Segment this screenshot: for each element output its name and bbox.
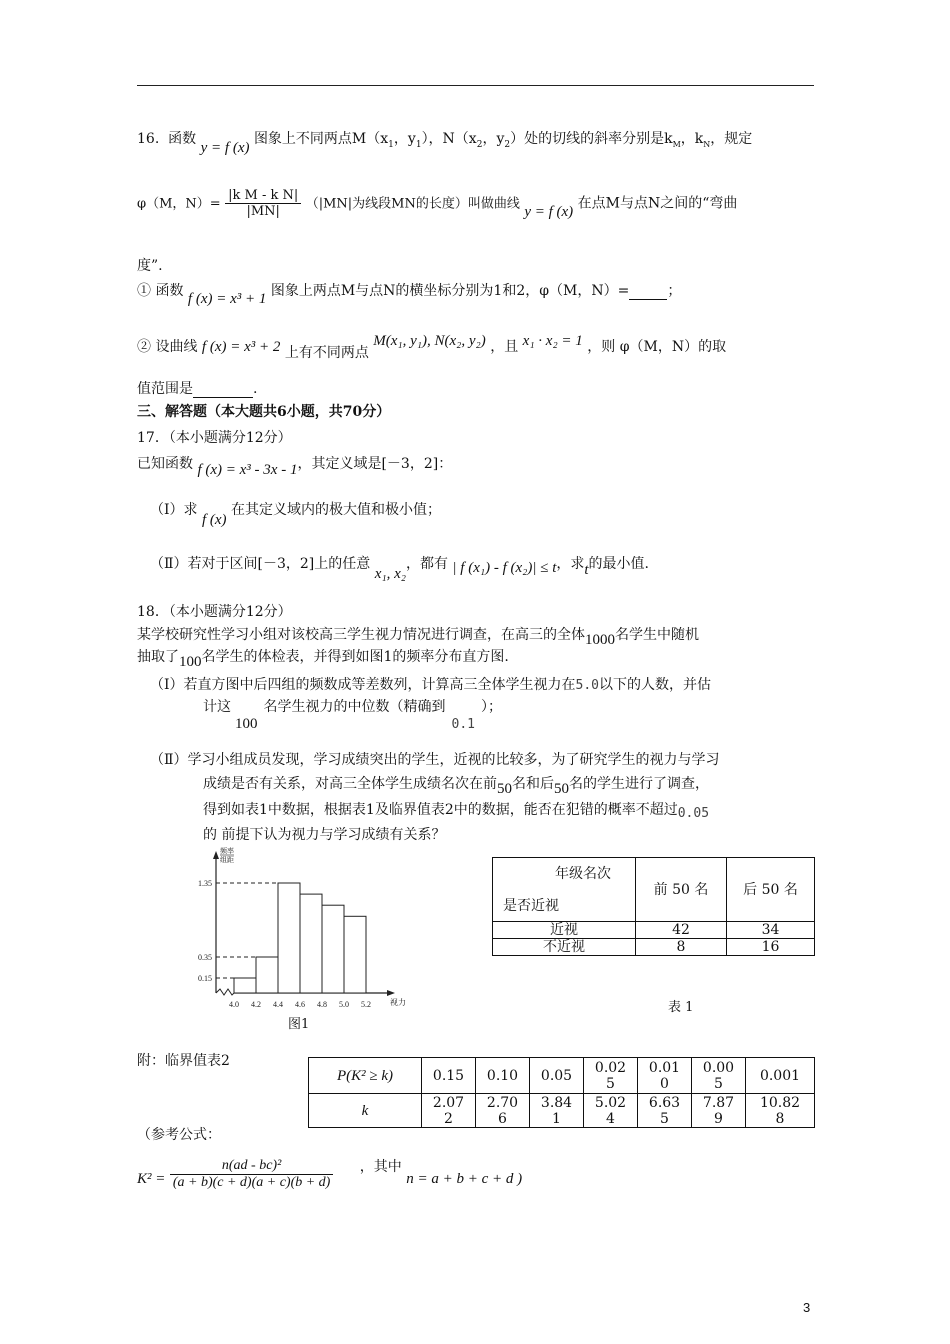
q17-heading: 17．（本小题满分12分） [137, 430, 292, 446]
q17-stem: 已知函数 f (x) = x³ - 3x - 1，其定义域是[－3，2]： [137, 456, 453, 478]
q16-part2: ② 设曲线 f (x) = x³ + 2 上有不同两点 M(x₁, y₁), N(x₂, y₂) ，且 x₁ · x₂ = 1 ，则 φ（M，N）的取 [137, 333, 727, 361]
y-tick-label: 0.15 [198, 974, 212, 983]
q17-part-ii: （Ⅱ）若对于区间[－3，2]上的任意 x₁, x₂，都有 | f (x₁) - f (x₂)| ≤ t，求t的最小值. [150, 556, 649, 582]
y-tick-label: 0.35 [198, 953, 212, 962]
reference-formula-label: （参考公式： [137, 1127, 221, 1143]
page-number: 3 [803, 1300, 811, 1315]
q18-part-ii-line3: 得到如表1中数据，根据表1及临界值表2中的数据，能否在犯错的概率不超过0.05 [203, 802, 710, 821]
table-row: 不近视 8 16 [493, 939, 815, 956]
frequency-histogram [186, 845, 416, 1030]
answer-blank-1 [629, 283, 667, 300]
table1-corner: 年级名次 是否近视 [493, 858, 636, 922]
q18-part-i-line2: 计这100名学生视力的中位数（精确到0.1）； [203, 699, 502, 732]
q18-part-ii-line4: 的 前提下认为视力与学习成绩有关系？ [203, 827, 446, 843]
q18-part-ii-line2: 成绩是否有关系，对高三全体学生成绩名次在前50名和后50名的学生进行了调查， [203, 776, 709, 797]
q18-stem-line2: 抽取了100名学生的体检表，并得到如图1的频率分布直方图. [137, 649, 509, 670]
table-2 [308, 1057, 815, 1128]
x-tick-label: 4.2 [251, 1000, 261, 1009]
x-tick-label: 4.6 [295, 1000, 305, 1009]
y-tick-label: 1.35 [198, 879, 212, 888]
q18-part-ii-line1: （Ⅱ）学习小组成员发现，学习成绩突出的学生，近视的比较多，为了研究学生的视力与学习 [150, 752, 720, 768]
histogram-bar [344, 916, 366, 993]
chi-square-formula: K² = $\frac{\text{n(ad - bc)²}}{(a + b)(c + d)(a + c)(b + d)}$ ，其中 n = a + b + c + d ) [137, 1158, 523, 1190]
table-2-title: 附：临界值表2 [137, 1053, 230, 1069]
section-3-heading: 三、解答题（本大题共6小题，共70分） [137, 404, 391, 420]
table-row: P(K² ≥ k) 0.15 0.10 0.05 0.02 5 0.01 0 0.00 5 0.001 [309, 1058, 815, 1094]
q17-part-i: （Ⅰ）求 f (x) 在其定义域内的极大值和极小值； [150, 502, 442, 528]
histogram-bar [278, 883, 300, 993]
x-axis-arrow [387, 990, 395, 996]
x-tick-label: 4.8 [317, 1000, 327, 1009]
q18-stem-line1: 某学校研究性学习小组对该校高三学生视力情况进行调查，在高三的全体1000名学生中随机 [137, 627, 699, 648]
table-1-caption: 表 1 [668, 1000, 694, 1015]
histogram-bar [300, 894, 322, 993]
answer-blank-2 [193, 381, 253, 398]
axis-break-zigzag [216, 989, 234, 995]
q16-line1: 16. 函数 y = f (x) 图象上不同两点$M(x_1$，$y_1$），$N(x_2$，$y_2$）处的切线的斜率分别是$k_M$，$k_N$，规定 [137, 131, 753, 156]
curvature-fraction: $\frac{\text{|k M - k N|}}{|MN|}$ [225, 188, 301, 219]
x-tick-label: 4.0 [229, 1000, 239, 1009]
y-axis-label: 组距 [220, 856, 234, 864]
histogram-bar [256, 957, 278, 993]
table-row: k 2.07 2 2.70 6 3.84 1 5.02 4 6.63 5 7.87 9 10.82 8 [309, 1094, 815, 1128]
table-row: 近视 42 34 [493, 922, 815, 939]
q16-line3: 度”. [137, 258, 163, 274]
x-tick-label: 5.0 [339, 1000, 349, 1009]
table-1 [492, 857, 815, 956]
figure-1-caption: 图1 [288, 1017, 310, 1032]
table1-col-header: 前 50 名 [636, 858, 727, 922]
q16-line2: φ（M，N）= $\frac{\text{|k M - k N|}}{|MN|}$ （|MN|为线段MN的长度）叫做曲线 y = f (x) 在点M与点N之间的“弯曲 [137, 188, 738, 220]
table1-col-header: 后 50 名 [727, 858, 815, 922]
x-tick-label: 5.2 [361, 1000, 371, 1009]
y-axis-arrow [213, 851, 219, 859]
histogram-bar [322, 905, 344, 993]
histogram-bar [234, 978, 256, 993]
y-axis-label: 频率 [220, 847, 234, 855]
header-rule [137, 85, 814, 86]
q16-part1: ① 函数 f (x) = x³ + 1 图象上两点M与点N的横坐标分别为1和2，φ（M，N）= ； [137, 283, 682, 307]
q16-part2-cont: 值范围是 . [137, 381, 258, 397]
x-tick-label: 4.4 [273, 1000, 283, 1009]
x-axis-label: 视力 [390, 998, 406, 1007]
q18-part-i-line1: （Ⅰ）若直方图中后四组的频数成等差数列，计算高三全体学生视力在5.0以下的人数，并估 [150, 677, 712, 693]
q18-heading: 18．（本小题满分12分） [137, 604, 292, 620]
